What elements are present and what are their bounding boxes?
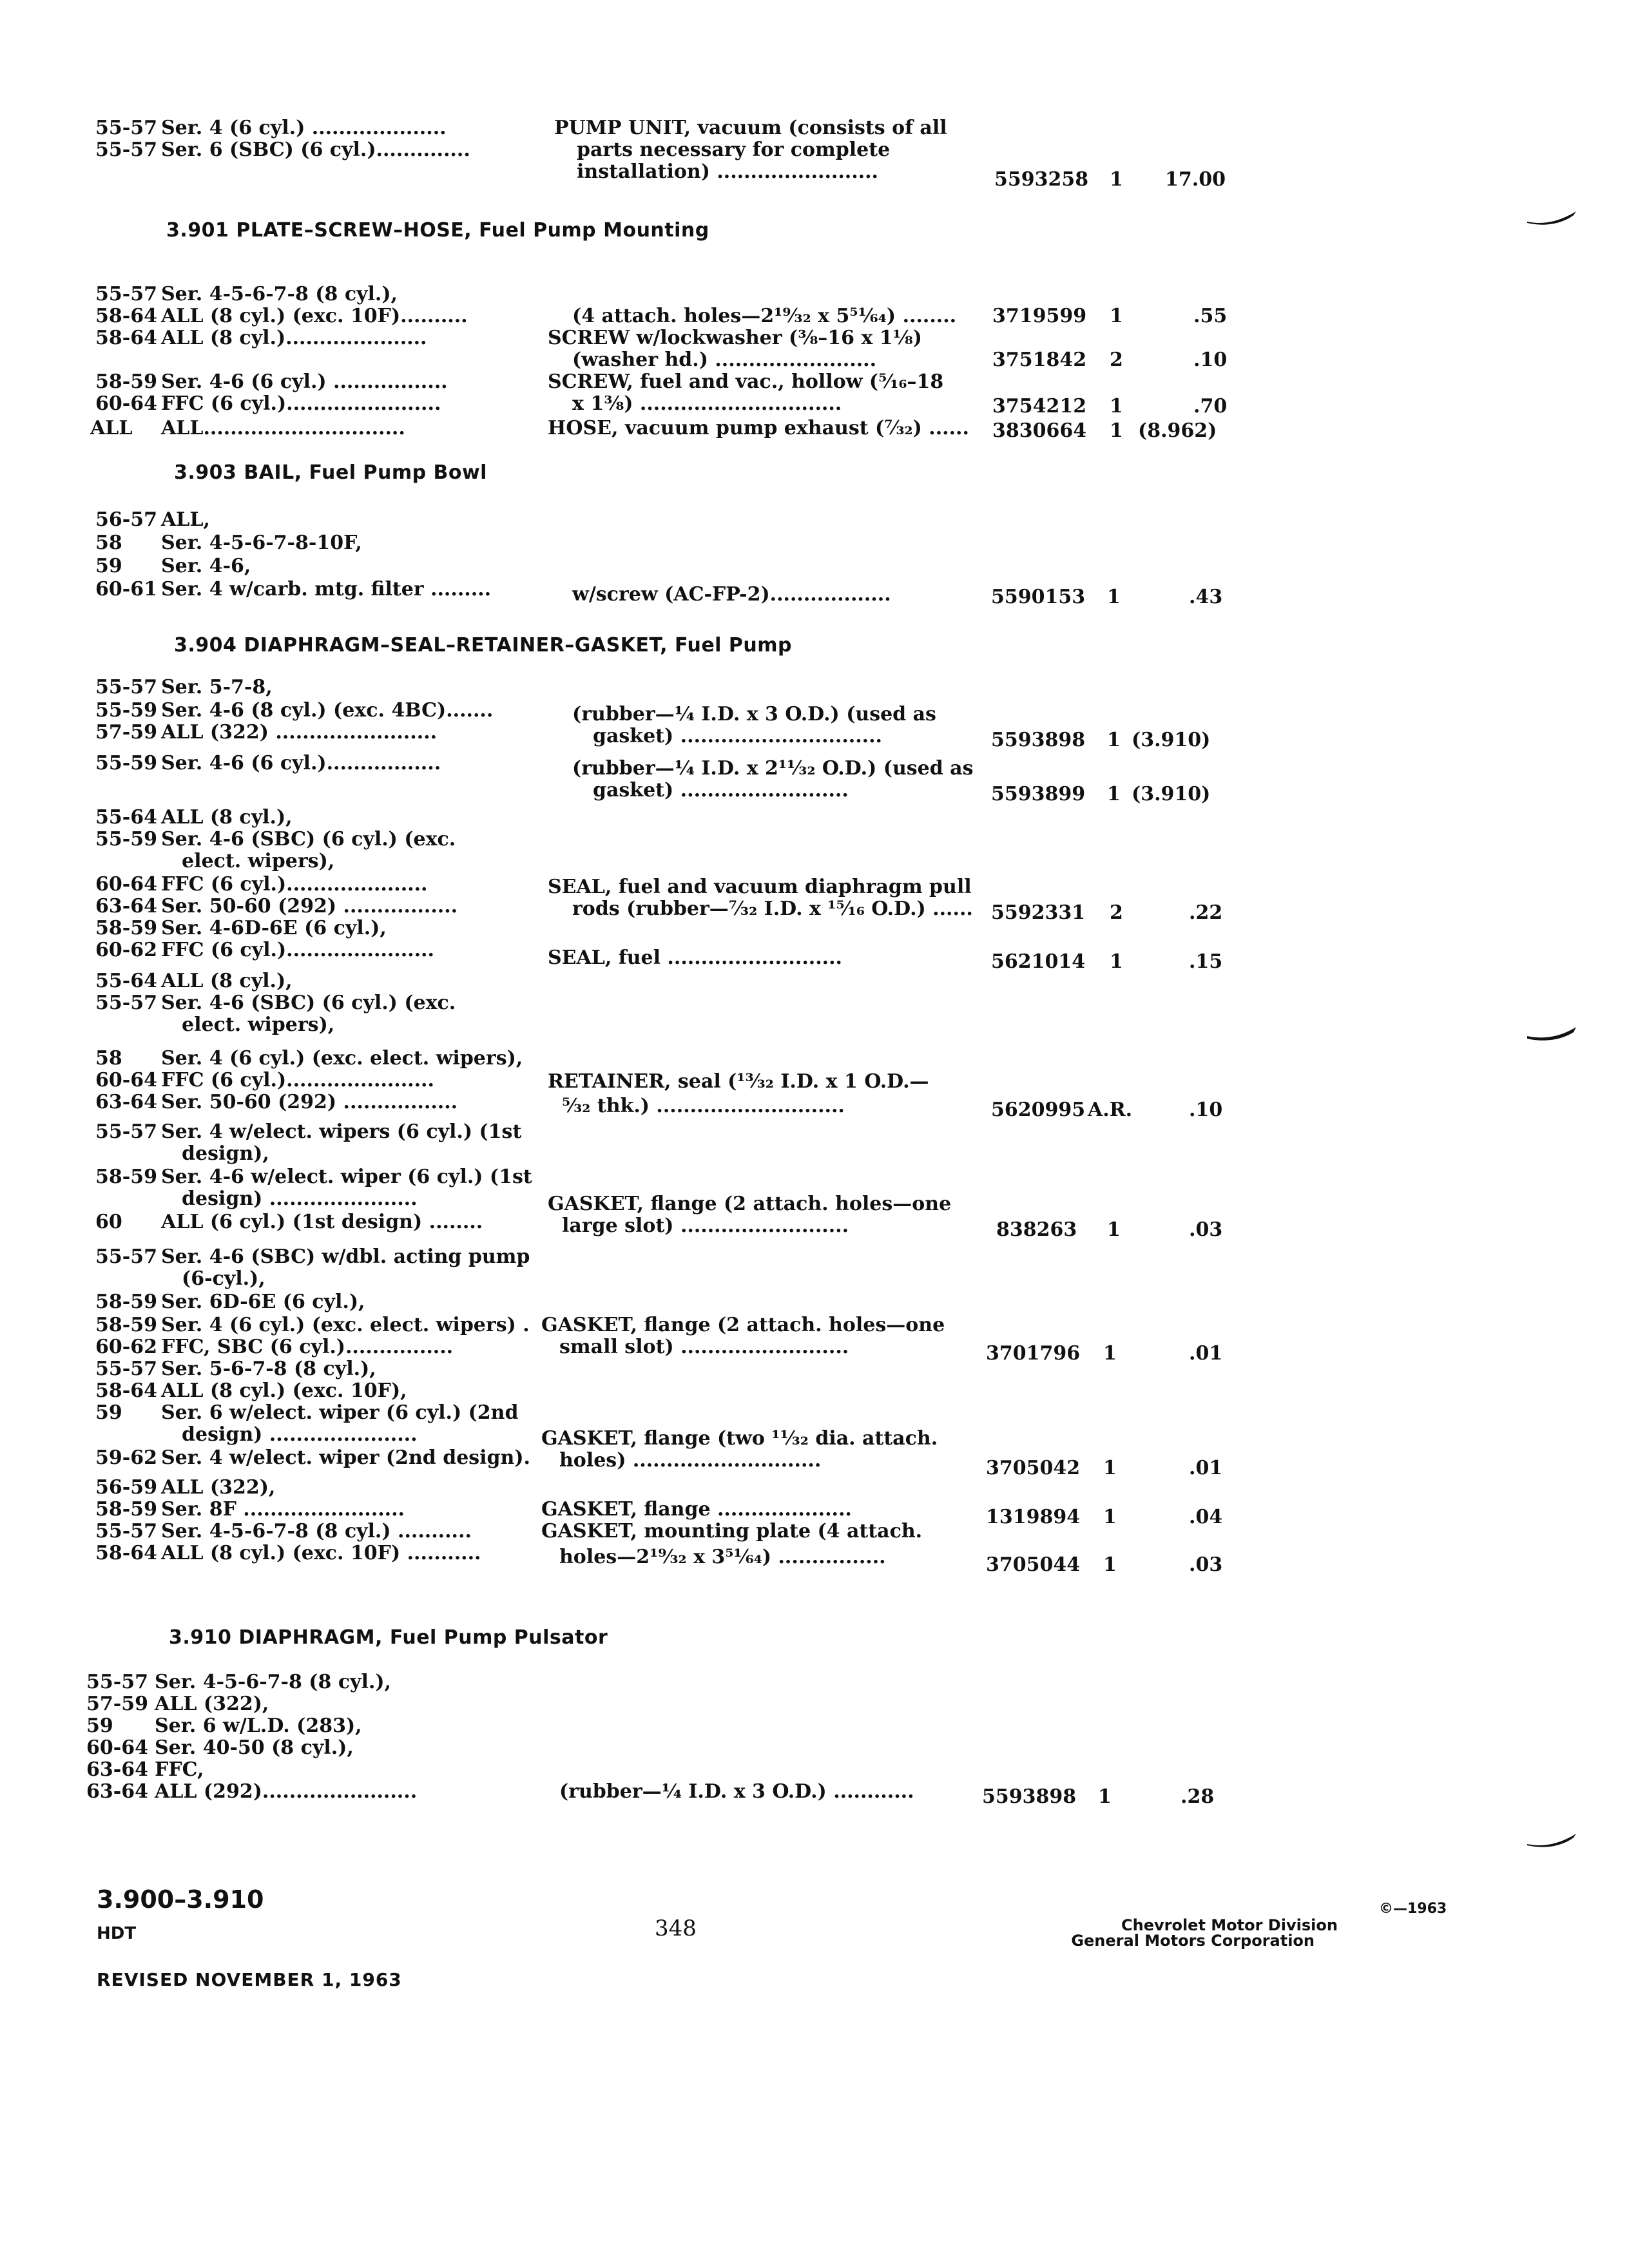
application: Ser. 4-5-6-7-8 (8 cyl.), <box>155 1671 392 1693</box>
quantity: 1 <box>1098 1785 1112 1808</box>
price: .01 <box>1189 1457 1223 1479</box>
year: 55-57 <box>86 1671 148 1693</box>
year: 60-64 <box>95 1069 157 1091</box>
application: ALL (8 cyl.)..................... <box>161 327 427 349</box>
year: 58 <box>95 1047 122 1070</box>
description: holes) ............................ <box>559 1449 822 1472</box>
application: Ser. 6D-6E (6 cyl.), <box>161 1291 365 1313</box>
description: GASKET, flange .................... <box>541 1498 852 1521</box>
application: design), <box>182 1142 269 1165</box>
quantity: 1 <box>1103 1342 1117 1365</box>
year: 55-59 <box>95 752 157 774</box>
publisher-division: Chevrolet Motor Division <box>1121 1916 1338 1934</box>
description: gasket) .............................. <box>593 725 883 747</box>
description: rods (rubber—⁷⁄₃₂ I.D. x ¹⁵⁄₁₆ O.D.) ...... <box>572 898 973 920</box>
year: 57-59 <box>95 721 157 744</box>
year: 60-61 <box>95 578 157 601</box>
description: SEAL, fuel .......................... <box>548 947 842 969</box>
description: SEAL, fuel and vacuum diaphragm pull <box>548 876 972 898</box>
quantity: 2 <box>1110 901 1123 924</box>
application: ALL (8 cyl.) (exc. 10F) ........... <box>161 1542 481 1564</box>
application: Ser. 6 w/L.D. (283), <box>155 1715 362 1737</box>
price: .03 <box>1189 1553 1223 1576</box>
description: SCREW w/lockwasher (⅜–16 x 1⅛) <box>548 327 922 349</box>
quantity: 1 <box>1107 1218 1121 1241</box>
price: (8.962) <box>1138 419 1217 442</box>
code-label: HDT <box>97 1924 137 1943</box>
description: small slot) ......................... <box>559 1336 849 1358</box>
year: 58-59 <box>95 917 157 939</box>
application: FFC (6 cyl.)...................... <box>161 939 434 961</box>
quantity: 1 <box>1107 783 1121 805</box>
application: FFC (6 cyl.)....................... <box>161 392 441 415</box>
copyright: ©—1963 <box>1379 1901 1447 1917</box>
part-number: 3751842 <box>992 349 1087 371</box>
section-heading: 3.901 PLATE–SCREW–HOSE, Fuel Pump Mounting <box>166 219 709 242</box>
application: Ser. 4 (6 cyl.) (exc. elect. wipers) . <box>161 1314 530 1336</box>
price: 17.00 <box>1165 168 1226 191</box>
year: 58-59 <box>95 1498 157 1521</box>
page-number: 348 <box>655 1916 697 1941</box>
description: (rubber—¼ I.D. x 3 O.D.) (used as <box>572 703 936 726</box>
year: 63-64 <box>86 1780 148 1803</box>
application: ALL (322) ........................ <box>161 721 438 744</box>
description: w/screw (AC-FP-2).................. <box>572 583 891 606</box>
year: 55-57 <box>95 676 157 698</box>
application: elect. wipers), <box>182 850 335 872</box>
description: x 1⅜) .............................. <box>572 392 842 415</box>
year: 58-64 <box>95 1542 157 1564</box>
application: Ser. 4-6 (SBC) (6 cyl.) (exc. <box>161 828 456 850</box>
binding-mark-icon <box>1526 1024 1577 1044</box>
quantity: 1 <box>1110 950 1123 973</box>
year: 55-57 <box>95 283 157 305</box>
application: Ser. 6 (SBC) (6 cyl.).............. <box>161 139 470 161</box>
year: 63-64 <box>95 1091 157 1113</box>
year: 56-59 <box>95 1476 157 1499</box>
year: ALL <box>90 417 133 439</box>
part-number: 5593258 <box>994 168 1089 191</box>
part-number: 838263 <box>996 1218 1077 1241</box>
year: 58-64 <box>95 305 157 327</box>
description: RETAINER, seal (¹³⁄₃₂ I.D. x 1 O.D.— <box>548 1070 929 1093</box>
year: 57-59 <box>86 1693 148 1715</box>
application: ALL (322), <box>155 1693 269 1715</box>
price: .04 <box>1189 1506 1223 1528</box>
application: Ser. 4 w/elect. wipers (6 cyl.) (1st <box>161 1120 522 1143</box>
application: Ser. 5-7-8, <box>161 676 273 698</box>
application: Ser. 4-6 (SBC) w/dbl. acting pump <box>161 1245 530 1268</box>
application: Ser. 40-50 (8 cyl.), <box>155 1736 354 1759</box>
part-number: 3705042 <box>986 1457 1081 1479</box>
part-number: 5593898 <box>982 1785 1077 1808</box>
application: design) ...................... <box>182 1187 418 1210</box>
year: 58-64 <box>95 327 157 349</box>
quantity: 1 <box>1110 395 1123 418</box>
year: 55-57 <box>95 992 157 1014</box>
part-number: 1319894 <box>986 1506 1081 1528</box>
year: 58-59 <box>95 370 157 393</box>
year: 60-64 <box>86 1736 148 1759</box>
year: 58 <box>95 532 122 554</box>
application: ALL (8 cyl.), <box>161 806 293 829</box>
year: 60-62 <box>95 1336 157 1358</box>
description: (rubber—¼ I.D. x 2¹¹⁄₃₂ O.D.) (used as <box>572 757 974 780</box>
section-heading: 3.910 DIAPHRAGM, Fuel Pump Pulsator <box>169 1626 608 1649</box>
binding-mark-icon <box>1526 207 1577 227</box>
description: large slot) ......................... <box>562 1215 849 1237</box>
application: ALL (8 cyl.) (exc. 10F), <box>161 1379 407 1402</box>
application: ALL (6 cyl.) (1st design) ........ <box>161 1211 483 1233</box>
part-number: 5593898 <box>991 729 1086 751</box>
description: (4 attach. holes—2¹⁹⁄₃₂ x 5⁵¹⁄₆₄) ........ <box>572 305 957 327</box>
part-number: 5593899 <box>991 783 1086 805</box>
application: FFC, <box>155 1758 204 1781</box>
application: ALL (322), <box>161 1476 276 1499</box>
price: .15 <box>1189 950 1223 973</box>
part-number: 5620995 <box>991 1099 1086 1121</box>
application: Ser. 50-60 (292) ................. <box>161 1091 458 1113</box>
application: Ser. 50-60 (292) ................. <box>161 895 458 918</box>
part-number: 3705044 <box>986 1553 1081 1576</box>
price: .01 <box>1189 1342 1223 1365</box>
description: SCREW, fuel and vac., hollow (⁵⁄₁₆–18 <box>548 370 944 393</box>
application: design) ...................... <box>182 1423 418 1446</box>
price: (3.910) <box>1132 729 1211 751</box>
description: (washer hd.) ........................ <box>572 349 877 371</box>
price: .10 <box>1189 1099 1223 1121</box>
section-range: 3.900–3.910 <box>97 1885 264 1914</box>
year: 55-57 <box>95 1520 157 1542</box>
year: 58-64 <box>95 1379 157 1402</box>
year: 55-57 <box>95 117 157 139</box>
application: Ser. 4-6 (6 cyl.)................. <box>161 752 441 774</box>
year: 58-59 <box>95 1291 157 1313</box>
quantity: 2 <box>1110 349 1123 371</box>
description: holes—2¹⁹⁄₃₂ x 3⁵¹⁄₆₄) ................ <box>559 1546 886 1568</box>
price: .43 <box>1189 586 1223 608</box>
application: Ser. 4-6 (8 cyl.) (exc. 4BC)....... <box>161 699 494 722</box>
application: elect. wipers), <box>182 1014 335 1036</box>
price: .03 <box>1189 1218 1223 1241</box>
year: 59 <box>95 555 122 577</box>
year: 60-64 <box>95 392 157 415</box>
application: Ser. 4-5-6-7-8-10F, <box>161 532 362 554</box>
description: GASKET, flange (two ¹¹⁄₃₂ dia. attach. <box>541 1427 938 1450</box>
description: PUMP UNIT, vacuum (consists of all <box>554 117 947 139</box>
year: 60-62 <box>95 939 157 961</box>
application: Ser. 6 w/elect. wiper (6 cyl.) (2nd <box>161 1401 519 1424</box>
application: Ser. 4 (6 cyl.) (exc. elect. wipers), <box>161 1047 523 1070</box>
quantity: 1 <box>1110 305 1123 327</box>
year: 59 <box>95 1401 122 1424</box>
price: .28 <box>1181 1785 1215 1808</box>
part-number: 3701796 <box>986 1342 1081 1365</box>
description: GASKET, flange (2 attach. holes—one <box>548 1193 952 1215</box>
year: 58-59 <box>95 1166 157 1188</box>
year: 55-57 <box>95 1245 157 1268</box>
application: Ser. 5-6-7-8 (8 cyl.), <box>161 1358 376 1380</box>
year: 56-57 <box>95 508 157 531</box>
quantity: 1 <box>1107 729 1121 751</box>
description: HOSE, vacuum pump exhaust (⁷⁄₃₂) ...... <box>548 417 969 439</box>
part-number: 3754212 <box>992 395 1087 418</box>
year: 55-57 <box>95 1120 157 1143</box>
application: ALL (8 cyl.) (exc. 10F).......... <box>161 305 468 327</box>
part-number: 5590153 <box>991 586 1086 608</box>
year: 63-64 <box>95 895 157 918</box>
year: 55-64 <box>95 806 157 829</box>
application: FFC (6 cyl.)...................... <box>161 1069 434 1091</box>
quantity: A.R. <box>1088 1099 1133 1121</box>
application: Ser. 4 (6 cyl.) .................... <box>161 117 447 139</box>
year: 55-64 <box>95 970 157 992</box>
application: Ser. 4 w/carb. mtg. filter ......... <box>161 578 492 601</box>
year: 55-59 <box>95 699 157 722</box>
year: 59-62 <box>95 1446 157 1469</box>
application: ALL, <box>161 508 210 531</box>
part-number: 5621014 <box>991 950 1086 973</box>
application: Ser. 4 w/elect. wiper (2nd design). <box>161 1446 530 1469</box>
section-heading: 3.903 BAIL, Fuel Pump Bowl <box>174 461 487 484</box>
application: FFC, SBC (6 cyl.)................ <box>161 1336 454 1358</box>
price: .22 <box>1189 901 1223 924</box>
price: .70 <box>1193 395 1228 418</box>
application: Ser. 4-6D-6E (6 cyl.), <box>161 917 387 939</box>
application: Ser. 4-5-6-7-8 (8 cyl.), <box>161 283 398 305</box>
part-number: 5592331 <box>991 901 1086 924</box>
application: Ser. 8F ........................ <box>161 1498 405 1521</box>
year: 55-59 <box>95 828 157 850</box>
quantity: 1 <box>1110 419 1123 442</box>
application: ALL (8 cyl.), <box>161 970 293 992</box>
year: 60-64 <box>95 873 157 896</box>
application: Ser. 4-6 (SBC) (6 cyl.) (exc. <box>161 992 456 1014</box>
year: 55-57 <box>95 1358 157 1380</box>
quantity: 1 <box>1103 1553 1117 1576</box>
revision-date: REVISED NOVEMBER 1, 1963 <box>97 1969 402 1990</box>
application: FFC (6 cyl.)..................... <box>161 873 428 896</box>
price: .10 <box>1193 349 1228 371</box>
description: gasket) ......................... <box>593 779 849 802</box>
part-number: 3830664 <box>992 419 1087 442</box>
year: 55-57 <box>95 139 157 161</box>
year: 63-64 <box>86 1758 148 1781</box>
description: GASKET, flange (2 attach. holes—one <box>541 1314 945 1336</box>
description: installation) ........................ <box>577 160 879 183</box>
application: Ser. 4-6, <box>161 555 251 577</box>
year: 58-59 <box>95 1314 157 1336</box>
publisher-corporation: General Motors Corporation <box>1071 1932 1315 1950</box>
year: 60 <box>95 1211 122 1233</box>
quantity: 1 <box>1103 1457 1117 1479</box>
part-number: 3719599 <box>992 305 1087 327</box>
quantity: 1 <box>1107 586 1121 608</box>
description: (rubber—¼ I.D. x 3 O.D.) ............ <box>559 1780 914 1803</box>
application: Ser. 4-6 (6 cyl.) ................. <box>161 370 448 393</box>
quantity: 1 <box>1103 1506 1117 1528</box>
description: GASKET, mounting plate (4 attach. <box>541 1520 923 1542</box>
price: (3.910) <box>1132 783 1211 805</box>
application: (6-cyl.), <box>182 1267 265 1290</box>
application: ALL (292)....................... <box>155 1780 418 1803</box>
application: ALL.............................. <box>161 417 405 439</box>
application: Ser. 4-5-6-7-8 (8 cyl.) ........... <box>161 1520 472 1542</box>
description: parts necessary for complete <box>577 139 891 161</box>
section-heading: 3.904 DIAPHRAGM–SEAL–RETAINER–GASKET, Fuel Pump <box>174 634 792 657</box>
price: .55 <box>1193 305 1228 327</box>
description: ⁵⁄₃₂ thk.) ............................ <box>562 1095 845 1117</box>
binding-mark-icon <box>1526 1830 1577 1849</box>
quantity: 1 <box>1110 168 1123 191</box>
year: 59 <box>86 1715 113 1737</box>
application: Ser. 4-6 w/elect. wiper (6 cyl.) (1st <box>161 1166 532 1188</box>
